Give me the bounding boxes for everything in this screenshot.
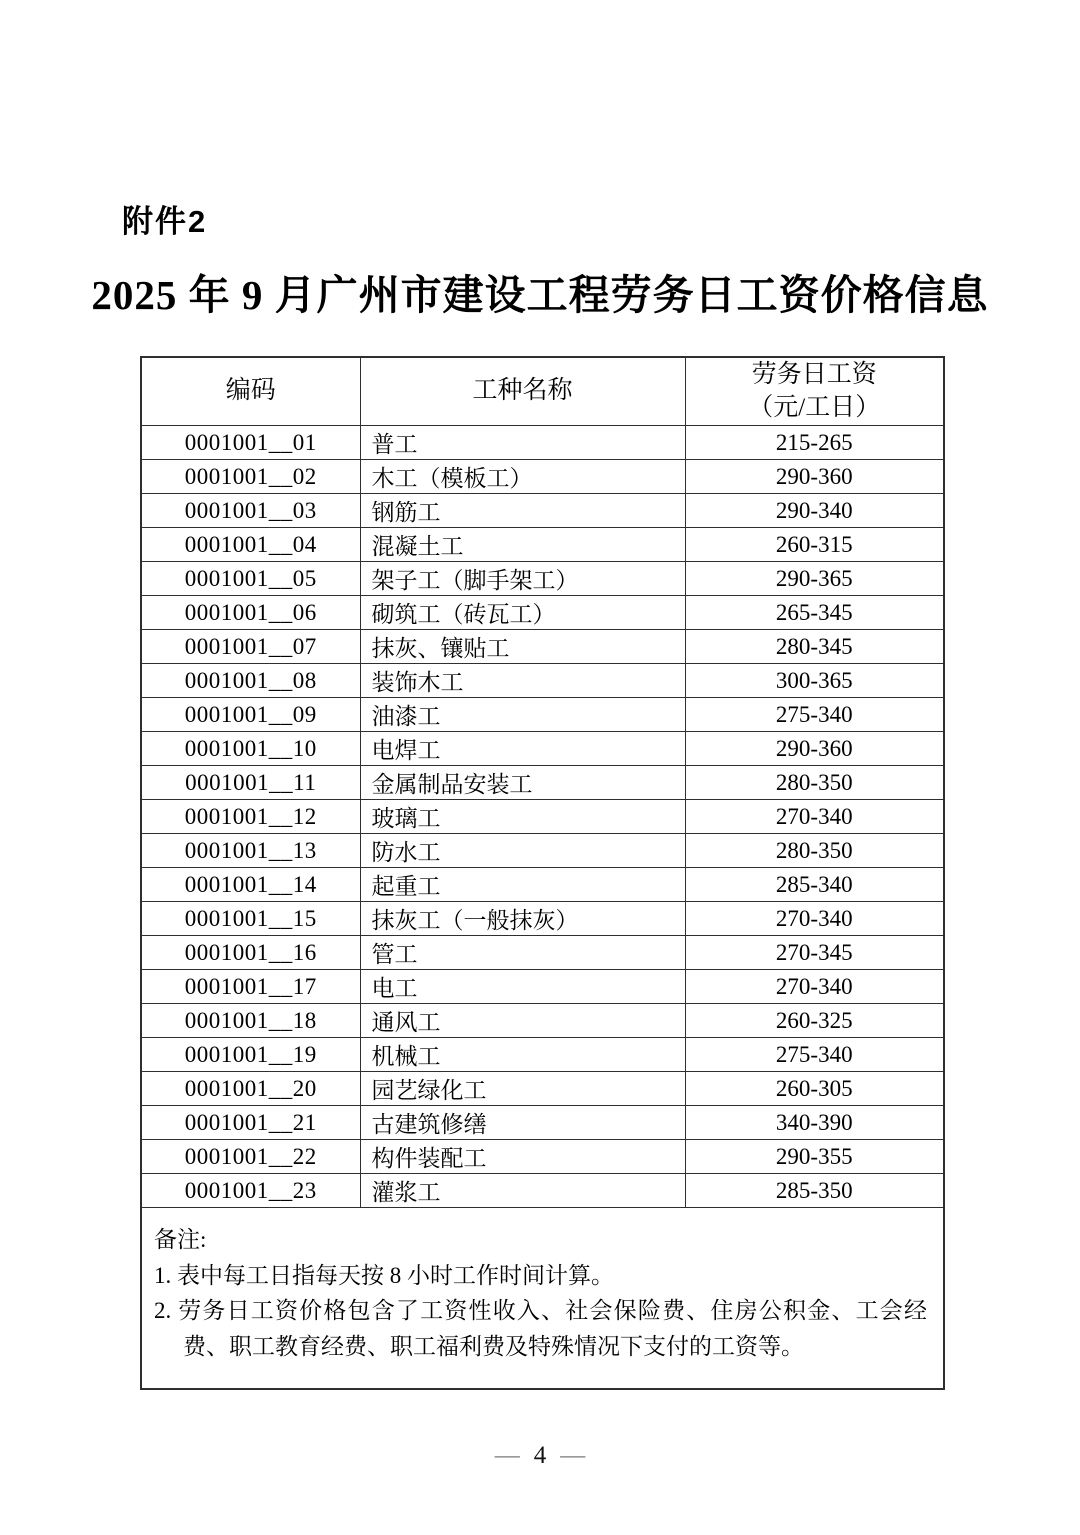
table-row — [141, 732, 944, 766]
wage-cell: 280-350 — [685, 834, 944, 868]
table-header-wage-line2: （元/工日） — [748, 393, 881, 421]
notes-row — [141, 1208, 944, 1390]
wage-cell: 270-340 — [685, 800, 944, 834]
code-cell: 0001001__10 — [141, 732, 360, 766]
wage-cell: 290-340 — [685, 494, 944, 528]
footer-dash-right: — — [560, 1442, 586, 1469]
wage-cell: 300-365 — [685, 664, 944, 698]
table-row — [141, 834, 944, 868]
code-cell: 0001001__20 — [141, 1072, 360, 1106]
wage-cell: 280-350 — [685, 766, 944, 800]
table-row — [141, 664, 944, 698]
code-cell: 0001001__15 — [141, 902, 360, 936]
code-cell: 0001001__08 — [141, 664, 360, 698]
wage-cell: 290-360 — [685, 732, 944, 766]
table-row — [141, 1004, 944, 1038]
code-cell: 0001001__18 — [141, 1004, 360, 1038]
table-row — [141, 426, 944, 460]
job-name-cell: 混凝土工 — [360, 528, 685, 562]
job-name-cell: 钢筋工 — [360, 494, 685, 528]
wage-cell: 265-345 — [685, 596, 944, 630]
code-cell: 0001001__11 — [141, 766, 360, 800]
note-item-2: 2. 劳务日工资价格包含了工资性收入、社会保险费、住房公积金、工会经费、职工教育经费、职工福利费及特殊情况下支付的工资等。 — [154, 1298, 927, 1359]
page-footer — [0, 1442, 1080, 1470]
table-header-wage-line1: 劳务日工资 — [751, 361, 877, 388]
job-name-cell: 普工 — [360, 426, 685, 460]
job-name-cell: 架子工（脚手架工） — [360, 562, 685, 596]
wage-cell: 285-350 — [685, 1174, 944, 1208]
note-item-1: 1. 表中每工日指每天按 8 小时工作时间计算。 — [154, 1262, 614, 1288]
code-cell: 0001001__17 — [141, 970, 360, 1004]
wage-cell: 260-305 — [685, 1072, 944, 1106]
footer-dash-left: — — [494, 1442, 520, 1469]
job-name-cell: 防水工 — [360, 834, 685, 868]
table-row — [141, 766, 944, 800]
job-name-cell: 油漆工 — [360, 698, 685, 732]
table-row — [141, 460, 944, 494]
wage-cell: 270-340 — [685, 902, 944, 936]
table-row — [141, 902, 944, 936]
job-name-cell: 抹灰工（一般抹灰） — [360, 902, 685, 936]
job-name-cell: 木工（模板工） — [360, 460, 685, 494]
table-row — [141, 1038, 944, 1072]
wage-table — [140, 356, 945, 1390]
wage-cell: 215-265 — [685, 426, 944, 460]
table-header-row — [141, 357, 944, 426]
job-name-cell: 通风工 — [360, 1004, 685, 1038]
notes-cell — [141, 1208, 944, 1390]
table-header-code: 编码 — [141, 357, 360, 426]
wage-cell: 270-340 — [685, 970, 944, 1004]
job-name-cell: 园艺绿化工 — [360, 1072, 685, 1106]
job-name-cell: 古建筑修缮 — [360, 1106, 685, 1140]
wage-cell: 275-340 — [685, 698, 944, 732]
table-row — [141, 936, 944, 970]
code-cell: 0001001__14 — [141, 868, 360, 902]
wage-cell: 285-340 — [685, 868, 944, 902]
wage-cell: 275-340 — [685, 1038, 944, 1072]
wage-cell: 260-325 — [685, 1004, 944, 1038]
job-name-cell: 砌筑工（砖瓦工） — [360, 596, 685, 630]
notes-label: 备注: — [154, 1227, 207, 1252]
wage-cell: 270-345 — [685, 936, 944, 970]
table-row — [141, 1140, 944, 1174]
job-name-cell: 玻璃工 — [360, 800, 685, 834]
code-cell: 0001001__06 — [141, 596, 360, 630]
table-row — [141, 800, 944, 834]
job-name-cell: 金属制品安装工 — [360, 766, 685, 800]
wage-cell: 260-315 — [685, 528, 944, 562]
code-cell: 0001001__12 — [141, 800, 360, 834]
wage-cell: 290-355 — [685, 1140, 944, 1174]
table-header-job-name: 工种名称 — [360, 357, 685, 426]
table-row — [141, 494, 944, 528]
table-row — [141, 1072, 944, 1106]
job-name-cell: 电焊工 — [360, 732, 685, 766]
job-name-cell: 灌浆工 — [360, 1174, 685, 1208]
table-row — [141, 528, 944, 562]
wage-cell: 290-365 — [685, 562, 944, 596]
job-name-cell: 电工 — [360, 970, 685, 1004]
page-number: 4 — [533, 1442, 547, 1469]
code-cell: 0001001__13 — [141, 834, 360, 868]
job-name-cell: 抹灰、镶贴工 — [360, 630, 685, 664]
code-cell: 0001001__23 — [141, 1174, 360, 1208]
code-cell: 0001001__04 — [141, 528, 360, 562]
table-row — [141, 868, 944, 902]
table-row — [141, 596, 944, 630]
table-header-wage — [685, 357, 944, 426]
table-row — [141, 970, 944, 1004]
job-name-cell: 装饰木工 — [360, 664, 685, 698]
job-name-cell: 构件装配工 — [360, 1140, 685, 1174]
table-row — [141, 630, 944, 664]
wage-cell: 290-360 — [685, 460, 944, 494]
document-title: 2025 年 9 月广州市建设工程劳务日工资价格信息 — [91, 272, 989, 318]
attachment-label: 附件2 — [122, 204, 208, 239]
wage-cell: 340-390 — [685, 1106, 944, 1140]
code-cell: 0001001__05 — [141, 562, 360, 596]
code-cell: 0001001__03 — [141, 494, 360, 528]
job-name-cell: 管工 — [360, 936, 685, 970]
table-row — [141, 698, 944, 732]
code-cell: 0001001__19 — [141, 1038, 360, 1072]
code-cell: 0001001__21 — [141, 1106, 360, 1140]
code-cell: 0001001__22 — [141, 1140, 360, 1174]
table-row — [141, 1106, 944, 1140]
code-cell: 0001001__01 — [141, 426, 360, 460]
table-row — [141, 1174, 944, 1208]
table-row — [141, 562, 944, 596]
code-cell: 0001001__16 — [141, 936, 360, 970]
wage-cell: 280-345 — [685, 630, 944, 664]
code-cell: 0001001__07 — [141, 630, 360, 664]
code-cell: 0001001__09 — [141, 698, 360, 732]
code-cell: 0001001__02 — [141, 460, 360, 494]
job-name-cell: 机械工 — [360, 1038, 685, 1072]
job-name-cell: 起重工 — [360, 868, 685, 902]
